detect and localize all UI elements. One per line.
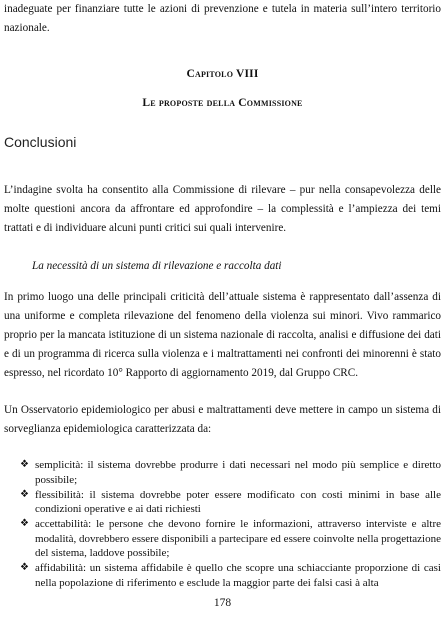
top-paragraph: inadeguate per finanziare tutte le azioni di prevenzione e tutela in materia sull’intero territorio nazionale. [4,3,441,34]
list-item [20,488,441,517]
paragraph-intro: L’indagine svolta ha consentito alla Commissione di rilevare – pur nella consapevolezza delle molte questioni ancora da affrontare ed approfondire – la complessità e l’ampiezza dei temi trattati e di individuare alcuni punti critici sui quali intervenire. [4,184,441,234]
diamond-bullet-icon: ❖ [20,518,29,529]
bullet-list [20,458,441,591]
list-item [20,458,441,487]
list-item-text: accettabilità: le persone che devono fornire le informazioni, attraverso interviste e altre modalità, dovrebbero essere disponibili a partecipare ed essere coinvolte nella progettazione del sistema, laddove possibile; [35,518,441,559]
list-item [20,561,441,590]
diamond-bullet-icon: ❖ [20,459,29,470]
paragraph-data-collection: In primo luogo una delle principali criticità dell’attuale sistema è rappresentato dall’assenza di una uniforme e completa rilevazione del fenomeno della violenza sui minori. Vivo rammarico proprio per la mancata istituzione di un sistema nazionale di raccolta, analisi e diffusione dei dati e di un programma di ricerca sulla violenza e i maltrattamenti nei confronti dei minorenni è stato espresso, nel ricordato 10° Rapporto di aggiornamento 2019, dal Gruppo CRC. [4,291,441,379]
page-number: 178 [213,597,232,609]
list-item-text: flessibilità: il sistema dovrebbe poter essere modificato con costi minimi in base alle condizioni operative e ai dati richiesti [35,488,441,515]
list-item-text: affidabilità: un sistema affidabile è quello che scopre una schiacciante proporzione di casi nella popolazione di riferimento e esclude la maggior parte dei falsi casi à alta [35,562,441,589]
paragraph-observatory: Un Osservatorio epidemiologico per abusi e maltrattamenti deve mettere in campo un sistema di sorveglianza epidemiologica caratterizzata da: [4,404,441,435]
chapter-title: Capitolo VIII [186,68,259,80]
subsection-heading: La necessità di un sistema di rilevazione e raccolta dati [32,260,282,272]
section-title: Conclusioni [4,134,77,150]
diamond-bullet-icon: ❖ [20,562,29,573]
diamond-bullet-icon: ❖ [20,488,29,500]
chapter-subtitle: Le proposte della Commissione [142,97,303,109]
list-item [20,517,441,561]
list-item-text: semplicità: il sistema dovrebbe produrre i dati necessari nel modo più semplice e diretto possibile; [35,459,441,486]
